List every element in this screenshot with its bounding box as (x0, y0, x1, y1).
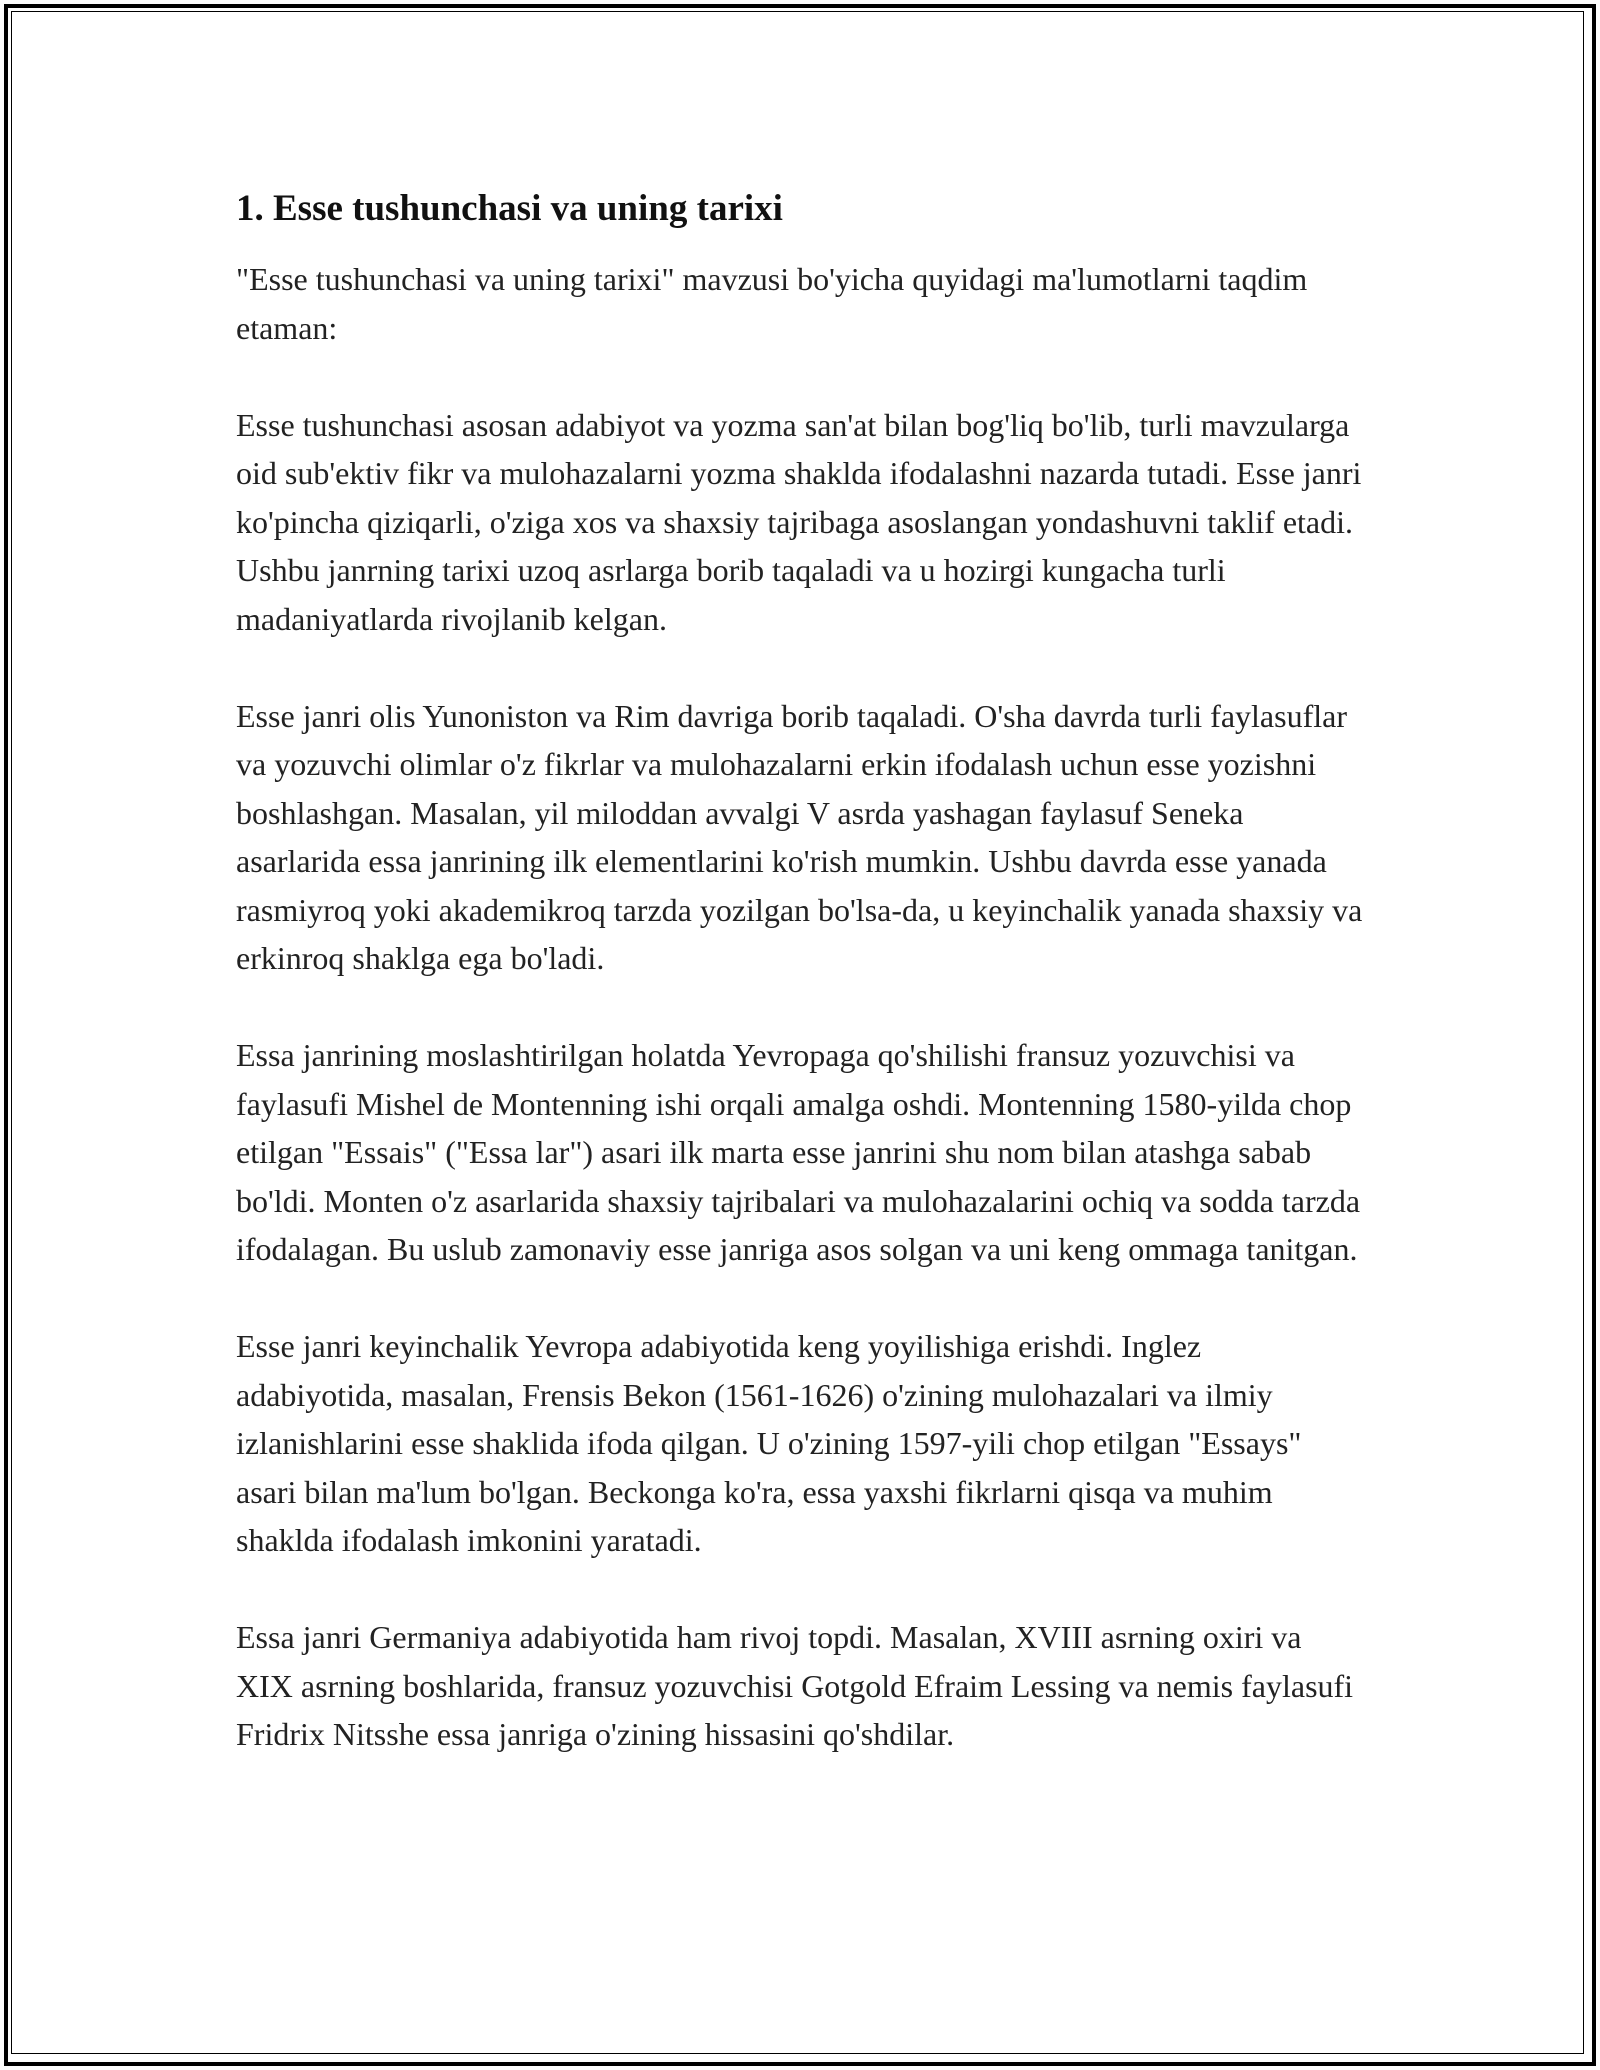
paragraph-bacon: Esse janri keyinchalik Yevropa adabiyotida keng yoyilishiga erishdi. Inglez adabiyotida, masalan, Frensis Bekon (1561-1626) o'zining mulohazalari va ilmiy izlanishlarini esse shaklida ifoda qilgan. U o'zining 1597-yili chop etilgan "Essays" asari bilan ma'lum bo'lgan. Beckonga ko'ra, essa yaxshi fikrlarni qisqa va muhim shaklda ifodalash imkonini yaratadi. (236, 1328, 1302, 1558)
document-body (236, 185, 1366, 1759)
section-heading: 1. Esse tushunchasi va uning tarixi (236, 188, 783, 229)
paragraph-germany: Essa janri Germaniya adabiyotida ham rivoj topdi. Masalan, XVIII asrning oxiri va XIX asrning boshlarida, fransuz yozuvchisi Gotgold Efraim Lessing va nemis faylasufi Fridrix Nitsshe essa janriga o'zining hissasini qo'shdilar. (236, 1619, 1354, 1752)
paragraph-definition: Esse tushunchasi asosan adabiyot va yozma san'at bilan bog'liq bo'lib, turli mavzularga oid sub'ektiv fikr va mulohazalarni yozma shaklda ifodalashni nazarda tutadi. Esse janri ko'pincha qiziqarli, o'ziga xos va shaxsiy tajribaga asoslangan yondashuvni taklif etadi. Ushbu janrning tarixi uzoq asrlarga borib taqaladi va u hozirgi kungacha turli madaniyatlarda rivojlanib kelgan. (236, 406, 1362, 637)
paragraph-montaigne: Essa janrining moslashtirilgan holatda Yevropaga qo'shilishi fransuz yozuvchisi va faylasufi Mishel de Montenning ishi orqali amalga oshdi. Montenning 1580-yilda chop etilgan "Essais" ("Essa lar") asari ilk marta esse janrini shu nom bilan atashga sabab bo'ldi. Monten o'z asarlarida shaxsiy tajribalari va mulohazalarini ochiq va sodda tarzda ifodalagan. Bu uslub zamonaviy esse janriga asos solgan va uni keng ommaga tanitgan. (236, 1037, 1361, 1267)
paragraph-antiquity: Esse janri olis Yunoniston va Rim davriga borib taqaladi. O'sha davrda turli faylasuflar va yozuvchi olimlar o'z fikrlar va mulohazalarni erkin ifodalash uchun esse yozishni boshlashgan. Masalan, yil miloddan avvalgi V asrda yashagan faylasuf Seneka asarlarida essa janrining ilk elementlarini ko'rish mumkin. Ushbu davrda esse yanada rasmiyroq yoki akademikroq tarzda yozilgan bo'lsa-da, u keyinchalik yanada shaxsiy va erkinroq shaklga ega bo'ladi. (236, 697, 1363, 976)
paragraph-intro: "Esse tushunchasi va uning tarixi" mavzusi bo'yicha quyidagi ma'lumotlarni taqdim etaman: (236, 261, 1308, 346)
